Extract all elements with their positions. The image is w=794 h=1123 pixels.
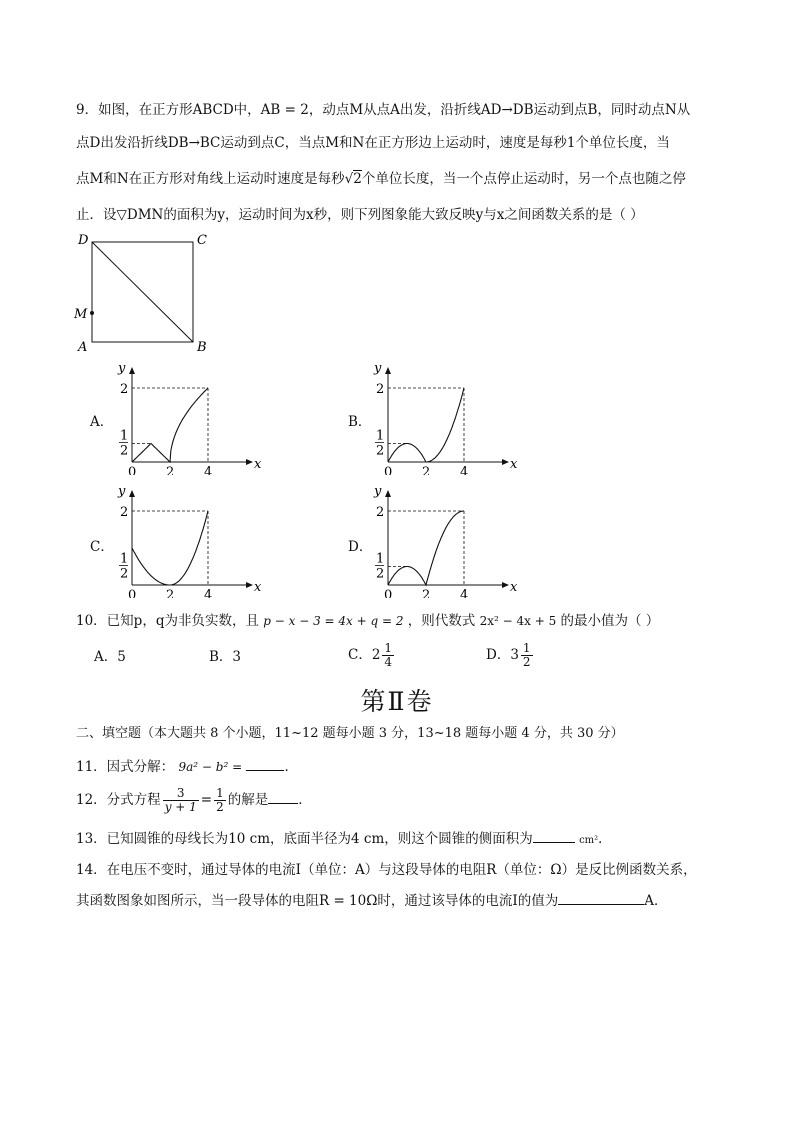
option-a-label: A． <box>90 414 114 430</box>
y-tick-2: 2 <box>376 505 385 520</box>
q13-text-b: ，底面半径为 <box>270 831 352 847</box>
label-a: A <box>78 340 88 355</box>
frac-num: 1 <box>216 786 224 800</box>
q9-line-3 <box>76 169 686 189</box>
function-curve <box>132 511 208 585</box>
q12-answer-blank[interactable] <box>268 790 298 804</box>
function-curve <box>132 388 208 462</box>
q9-line-2: 点D出发沿折线DB→BC运动到点C，当点M和N在正方形边上运动时，速度是每秒1个单位长度，当 <box>76 135 670 151</box>
q13 <box>76 829 612 851</box>
x-axis-arrow <box>246 582 253 588</box>
x-tick-2: 2 <box>422 588 431 598</box>
x-axis-arrow <box>502 582 509 588</box>
y-tick-half-den: 2 <box>376 443 385 459</box>
q9-line-3a: 点M和N在正方形对角线上运动时速度是每秒 <box>76 171 345 187</box>
q11-expression: 9a² − b² = <box>178 760 243 774</box>
q10-stem-b: ，则代数式 <box>407 613 476 629</box>
x-axis-arrow <box>246 459 253 465</box>
x-tick-4: 4 <box>460 588 469 598</box>
x-axis-label: x <box>510 580 518 595</box>
x-tick-2: 2 <box>422 465 431 475</box>
y-tick-2: 2 <box>376 382 385 397</box>
x-axis-label: x <box>254 580 262 595</box>
point-m <box>90 311 94 315</box>
y-tick-half-num: 1 <box>120 551 129 567</box>
y-tick-half-num: 1 <box>120 428 129 444</box>
x-axis-arrow <box>502 459 509 465</box>
option-d-label: D． <box>348 539 373 555</box>
y-tick-half-den: 2 <box>376 566 385 582</box>
section-two-heading: 二、填空题（本大题共 8 个小题，11~12 题每小题 3 分，13~18 题每小题 4 分，共 30 分） <box>76 726 624 741</box>
y-axis-label: y <box>118 361 126 376</box>
x-tick-2: 2 <box>166 465 175 475</box>
q10-option-d-whole: D．3 <box>486 647 519 663</box>
option-b-label: B． <box>348 414 372 430</box>
square-figure <box>70 230 220 355</box>
q9-line-1: 9．如图，在正方形ABCD中，AB = 2，动点M从点A出发，沿折线AD→DB运动到点B，同时动点N从 <box>76 102 691 118</box>
q12-text-b: 的解是 <box>227 792 269 808</box>
q10-option-c-fraction <box>382 642 394 669</box>
q10-stem-a: 10．已知p，q为非负实数，且 <box>76 613 259 629</box>
frac-num: 1 <box>522 641 531 655</box>
y-axis-arrow <box>129 367 135 374</box>
x-axis-label: x <box>254 457 262 472</box>
x-tick-4: 4 <box>460 465 469 475</box>
q9-root-value: 2 <box>353 171 362 187</box>
x-axis-label: x <box>510 457 518 472</box>
q12-fraction-left <box>163 787 199 814</box>
y-axis-label: y <box>118 484 126 499</box>
q14-line-2a: 其函数图象如图所示，当一段导体的电阻R = 10Ω时，通过该导体的电流I的值为 <box>76 893 559 909</box>
graph-option-b <box>368 360 528 475</box>
x-tick-0: 0 <box>128 588 137 598</box>
y-tick-half-den: 2 <box>120 566 129 582</box>
q14-line-2 <box>76 891 668 911</box>
q10-stem-c: 的最小值为（ ） <box>560 613 660 629</box>
frac-den: 2 <box>522 655 531 669</box>
frac-den: y + 1 <box>164 800 197 814</box>
graph-option-d <box>368 483 528 598</box>
function-curve <box>388 511 464 585</box>
option-c-label: C． <box>90 539 114 555</box>
function-curve <box>388 388 464 462</box>
q9-line-3b: 个单位长度，当一个点停止运动时，另一个点也随之停 <box>361 171 686 187</box>
q10-option-c-whole: C．2 <box>348 647 381 663</box>
y-axis-label: y <box>374 361 382 376</box>
q10-option-b: B．3 <box>209 649 242 665</box>
q13-text-a: 13．已知圆锥的母线长为 <box>76 831 229 847</box>
q11-text: 11．因式分解： <box>76 759 175 775</box>
q12 <box>76 787 312 814</box>
q13-answer-blank[interactable] <box>533 829 575 843</box>
frac-den: 4 <box>384 655 393 669</box>
q13-unit: cm² <box>579 835 599 846</box>
q10-stem <box>76 611 659 631</box>
q11-end: ． <box>284 759 298 775</box>
frac-den: 2 <box>216 800 224 814</box>
q10-option-a: A．5 <box>94 649 126 665</box>
q10-option-c <box>348 642 396 669</box>
diagonal-db <box>92 242 193 342</box>
x-tick-2: 2 <box>166 588 175 598</box>
graph-option-c <box>112 483 272 598</box>
y-tick-2: 2 <box>120 382 129 397</box>
q14-line-2b: A． <box>644 893 668 909</box>
q9-line-4: 止．设▽DMN的面积为y，运动时间为x秒，则下列图象能大致反映y与x之间函数关系的是（ ） <box>76 207 644 223</box>
x-tick-0: 0 <box>384 465 393 475</box>
y-tick-2: 2 <box>120 505 129 520</box>
y-axis-arrow <box>385 490 391 497</box>
graph-option-a <box>112 360 272 475</box>
sqrt-symbol: √ <box>344 171 354 187</box>
frac-num: 3 <box>163 787 199 801</box>
q11-answer-blank[interactable] <box>246 757 284 771</box>
q13-value-length: 10 cm <box>228 831 271 847</box>
x-tick-0: 0 <box>384 588 393 598</box>
y-tick-half-num: 1 <box>376 428 385 444</box>
label-c: C <box>197 233 207 248</box>
label-m: M <box>74 307 88 322</box>
q10-expression: 2x² − 4x + 5 <box>479 614 557 628</box>
x-tick-4: 4 <box>204 465 213 475</box>
y-axis-label: y <box>374 484 382 499</box>
q13-end: ． <box>598 831 612 847</box>
q10-equation: p − x − 3 = 4x + q = 2 <box>263 614 404 628</box>
q10-option-d-fraction <box>521 642 533 669</box>
q14-line-1: 14．在电压不变时，通过导体的电流I（单位：A）与这段导体的电阻R（单位：Ω）是反比例函数关系， <box>76 862 697 878</box>
y-axis-arrow <box>385 367 391 374</box>
part-two-title: 第Ⅱ卷 <box>360 687 434 716</box>
y-tick-half-den: 2 <box>120 443 129 459</box>
frac-num: 1 <box>384 641 393 655</box>
q11 <box>76 757 298 777</box>
q12-equals: = <box>200 792 213 808</box>
q12-end: ． <box>298 792 312 808</box>
label-d: D <box>78 233 89 248</box>
x-tick-4: 4 <box>204 588 213 598</box>
q14-answer-blank[interactable] <box>558 891 644 905</box>
q12-text: 12．分式方程 <box>76 792 161 808</box>
y-axis-arrow <box>129 490 135 497</box>
y-tick-half-num: 1 <box>376 551 385 567</box>
label-b: B <box>197 340 207 355</box>
q13-text-c: ，则这个圆锥的侧面积为 <box>384 831 533 847</box>
q12-fraction-right <box>214 787 226 814</box>
q13-value-radius: 4 cm <box>351 831 385 847</box>
q10-option-d <box>486 642 535 669</box>
x-tick-0: 0 <box>128 465 137 475</box>
